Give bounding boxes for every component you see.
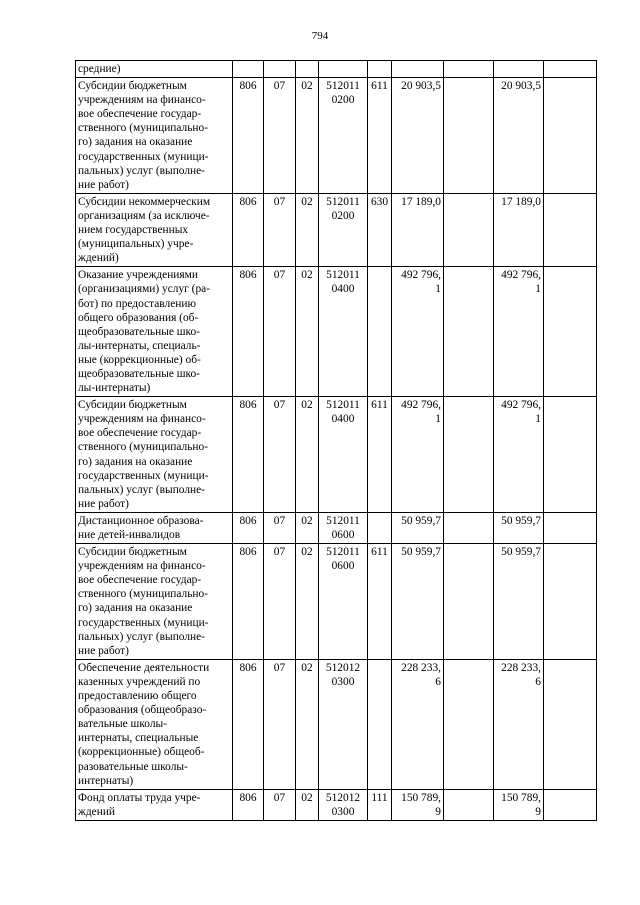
item-name-cell-line: ние работ) (78, 178, 129, 191)
amount-cell-3 (494, 193, 544, 266)
item-name-cell (76, 512, 233, 543)
amount-cell-3-line: 17 189,0 (501, 195, 541, 208)
section-code-cell: 07 (264, 544, 296, 660)
amount-cell-3-line: 50 959,7 (501, 546, 541, 559)
amount-cell-1 (392, 267, 444, 397)
amount-cell-3-line: 6 (535, 675, 541, 688)
item-name-cell-line: общего образования (об- (78, 311, 199, 324)
amount-cell-3-line: 492 796, (501, 399, 541, 412)
amount-cell-3-line: 228 233, (501, 661, 541, 674)
target-article-cell (319, 789, 368, 820)
amount-cell-3-line: 1 (535, 413, 541, 426)
amount-cell-2 (444, 789, 494, 820)
item-name-cell-line: ные (коррекционные) об- (78, 353, 201, 366)
item-name-cell-line: (муниципальных) учре- (78, 238, 194, 251)
item-name-cell-line: щеобразовательные шко- (78, 325, 200, 338)
target-article-cell-line: 0300 (331, 675, 355, 688)
item-name-cell-line: ждений (78, 805, 116, 818)
item-name-cell-line: щеобразовательные шко- (78, 367, 200, 380)
item-name-cell (76, 61, 233, 78)
section-code-cell: 07 (264, 789, 296, 820)
target-article-cell-line: 512011 (326, 399, 360, 412)
ved-code-cell: 806 (233, 512, 264, 543)
target-article-cell (319, 512, 368, 543)
expense-type-cell (368, 61, 392, 78)
item-name-cell-line: ние детей-инвалидов (78, 529, 181, 541)
section-code-cell: 07 (264, 512, 296, 543)
item-name-cell-line: лы-интернаты) (78, 382, 151, 395)
target-article-cell (319, 267, 368, 397)
item-name-cell-line: ние работ) (78, 497, 129, 510)
target-article-cell (319, 397, 368, 513)
amount-cell-3-line: 492 796, (501, 269, 541, 282)
amount-cell-3 (494, 512, 544, 543)
target-article-cell-line: 512011 (326, 269, 360, 282)
section-code-cell: 07 (264, 78, 296, 194)
ved-code-cell: 806 (233, 78, 264, 194)
amount-cell-2 (444, 78, 494, 194)
expense-type-cell (368, 267, 392, 397)
section-code-cell: 07 (264, 397, 296, 513)
amount-cell-4 (544, 512, 597, 543)
item-name-cell (76, 397, 233, 513)
table-row (76, 544, 597, 660)
expense-type-cell: 611 (368, 78, 392, 194)
item-name-cell-line: государственных (муници- (78, 150, 209, 163)
item-name-cell-line: пальных) услуг (выполне- (78, 630, 205, 643)
expense-type-cell (368, 659, 392, 789)
item-name-cell (76, 789, 233, 820)
amount-cell-1 (392, 659, 444, 789)
amount-cell-3-line: 50 959,7 (501, 514, 541, 527)
amount-cell-3 (494, 789, 544, 820)
amount-cell-1 (392, 789, 444, 820)
amount-cell-3 (494, 61, 544, 78)
item-name-cell-line: Фонд оплаты труда учре- (78, 791, 201, 804)
item-name-cell-line: нием государственных (78, 224, 189, 237)
table-row (76, 789, 597, 820)
amount-cell-1-line: 20 903,5 (401, 80, 441, 93)
amount-cell-2 (444, 544, 494, 660)
expense-type-cell: 630 (368, 193, 392, 266)
target-article-cell-line: 0300 (331, 805, 355, 818)
subsection-code-cell: 02 (296, 78, 319, 194)
amount-cell-3 (494, 544, 544, 660)
item-name-cell-line: Оказание учреждениями (78, 269, 198, 282)
section-code-cell (264, 61, 296, 78)
target-article-cell (319, 78, 368, 194)
item-name-cell (76, 193, 233, 266)
item-name-cell (76, 78, 233, 194)
subsection-code-cell: 02 (296, 193, 319, 266)
amount-cell-4 (544, 193, 597, 266)
table-row (76, 512, 597, 543)
item-name-cell-line: ственного (муниципально- (78, 122, 209, 135)
ved-code-cell: 806 (233, 789, 264, 820)
item-name-cell-line: бот) по предоставлению (78, 297, 196, 310)
item-name-cell-line: пальных) услуг (выполне- (78, 164, 205, 177)
item-name-cell-line: Субсидии бюджетным (78, 80, 187, 93)
target-article-cell-line: 512011 (326, 546, 360, 559)
ved-code-cell: 806 (233, 397, 264, 513)
target-article-cell-line: 0400 (331, 413, 355, 426)
item-name-cell-line: учреждениям на финансо- (78, 413, 206, 426)
amount-cell-1 (392, 78, 444, 194)
amount-cell-1-line: 492 796, (401, 269, 441, 282)
amount-cell-1-line: 1 (435, 413, 441, 426)
item-name-cell (76, 544, 233, 660)
amount-cell-2 (444, 61, 494, 78)
item-name-cell-line: средние) (78, 63, 121, 75)
item-name-cell-line: вательные школы- (78, 718, 167, 731)
table-body (76, 61, 597, 821)
amount-cell-2 (444, 267, 494, 397)
item-name-cell-line: ждений) (78, 252, 119, 265)
subsection-code-cell: 02 (296, 789, 319, 820)
amount-cell-3-line: 9 (535, 805, 541, 818)
target-article-cell-line: 512012 (325, 661, 361, 674)
item-name-cell-line: ственного (муниципально- (78, 588, 209, 601)
amount-cell-4 (544, 544, 597, 660)
target-article-cell-line: 0200 (331, 209, 355, 222)
amount-cell-1-line: 228 233, (401, 661, 441, 674)
item-name-cell-line: ственного (муниципально- (78, 441, 209, 454)
amount-cell-1-line: 50 959,7 (401, 514, 441, 527)
item-name-cell-line: ние работ) (78, 644, 129, 657)
amount-cell-4 (544, 267, 597, 397)
target-article-cell-line: 0200 (331, 94, 355, 107)
amount-cell-1 (392, 61, 444, 78)
item-name-cell-line: вое обеспечение государ- (78, 427, 202, 440)
item-name-cell-line: вое обеспечение государ- (78, 108, 202, 121)
item-name-cell-line: Обеспечение деятельности (78, 661, 210, 674)
subsection-code-cell: 02 (296, 397, 319, 513)
amount-cell-3-line: 1 (535, 283, 541, 296)
subsection-code-cell: 02 (296, 659, 319, 789)
table-row (76, 193, 597, 266)
amount-cell-1-line: 6 (435, 675, 441, 688)
item-name-cell-line: (коррекционные) общеоб- (78, 746, 205, 759)
item-name-cell-line: государственных (муници- (78, 469, 209, 482)
item-name-cell-line: пальных) услуг (выполне- (78, 483, 205, 496)
target-article-cell (319, 193, 368, 266)
target-article-cell-line: 512011 (326, 514, 360, 527)
item-name-cell-line: лы-интернаты, специаль- (78, 339, 201, 352)
target-article-cell-line: 0400 (331, 283, 355, 296)
subsection-code-cell (296, 61, 319, 78)
section-code-cell: 07 (264, 193, 296, 266)
item-name-cell-line: Субсидии бюджетным (78, 399, 187, 412)
amount-cell-1-line: 9 (435, 805, 441, 818)
amount-cell-1-line: 492 796, (401, 399, 441, 412)
target-article-cell (319, 544, 368, 660)
item-name-cell-line: (организациями) услуг (ра- (78, 283, 211, 296)
amount-cell-1 (392, 512, 444, 543)
subsection-code-cell: 02 (296, 544, 319, 660)
amount-cell-4 (544, 659, 597, 789)
target-article-cell-line: 512011 (326, 80, 360, 93)
item-name-cell-line: Субсидии некоммерческим (78, 195, 211, 208)
amount-cell-3 (494, 659, 544, 789)
item-name-cell-line: го) задания на оказание (78, 455, 193, 468)
amount-cell-3 (494, 397, 544, 513)
amount-cell-4 (544, 61, 597, 78)
section-code-cell: 07 (264, 659, 296, 789)
amount-cell-2 (444, 512, 494, 543)
target-article-cell (319, 61, 368, 78)
item-name-cell-line: предоставлению общего (78, 690, 197, 703)
item-name-cell-line: интернаты, специальные (78, 732, 199, 745)
amount-cell-2 (444, 397, 494, 513)
amount-cell-3 (494, 78, 544, 194)
amount-cell-3-line: 150 789, (501, 791, 541, 804)
amount-cell-4 (544, 789, 597, 820)
table-row (76, 78, 597, 194)
table-row (76, 397, 597, 513)
expense-type-cell (368, 512, 392, 543)
amount-cell-1-line: 150 789, (401, 791, 441, 804)
item-name-cell (76, 659, 233, 789)
amount-cell-2 (444, 659, 494, 789)
page-number: 794 (311, 30, 329, 42)
budget-table (75, 60, 597, 821)
ved-code-cell: 806 (233, 267, 264, 397)
item-name-cell-line: интернаты) (78, 774, 134, 787)
expense-type-cell: 111 (368, 789, 392, 820)
amount-cell-1 (392, 193, 444, 266)
item-name-cell-line: образования (общеобразо- (78, 704, 207, 717)
target-article-cell-line: 0600 (331, 560, 355, 573)
expense-type-cell: 611 (368, 397, 392, 513)
amount-cell-1 (392, 397, 444, 513)
amount-cell-2 (444, 193, 494, 266)
ved-code-cell (233, 61, 264, 78)
expense-type-cell: 611 (368, 544, 392, 660)
amount-cell-3-line: 20 903,5 (501, 80, 541, 93)
item-name-cell-line: Дистанционное образова- (78, 514, 204, 527)
amount-cell-4 (544, 397, 597, 513)
section-code-cell: 07 (264, 267, 296, 397)
ved-code-cell: 806 (233, 544, 264, 660)
amount-cell-1 (392, 544, 444, 660)
item-name-cell-line: государственных (муници- (78, 616, 209, 629)
item-name-cell-line: учреждениям на финансо- (78, 94, 206, 107)
amount-cell-4 (544, 78, 597, 194)
item-name-cell-line: вое обеспечение государ- (78, 574, 202, 587)
amount-cell-1-line: 17 189,0 (401, 195, 441, 208)
item-name-cell-line: го) задания на оказание (78, 602, 193, 615)
table-row (76, 61, 597, 78)
target-article-cell-line: 0600 (331, 529, 355, 541)
target-article-cell (319, 659, 368, 789)
amount-cell-3 (494, 267, 544, 397)
target-article-cell-line: 512011 (326, 195, 360, 208)
item-name-cell-line: учреждениям на финансо- (78, 560, 206, 573)
subsection-code-cell: 02 (296, 267, 319, 397)
item-name-cell-line: Субсидии бюджетным (78, 546, 187, 559)
item-name-cell-line: го) задания на оказание (78, 136, 193, 149)
ved-code-cell: 806 (233, 193, 264, 266)
table-row (76, 659, 597, 789)
ved-code-cell: 806 (233, 659, 264, 789)
subsection-code-cell: 02 (296, 512, 319, 543)
item-name-cell (76, 267, 233, 397)
item-name-cell-line: разовательные школы- (78, 760, 188, 773)
amount-cell-1-line: 50 959,7 (401, 546, 441, 559)
item-name-cell-line: казенных учреждений по (78, 675, 201, 688)
item-name-cell-line: организациям (за исключе- (78, 209, 210, 222)
amount-cell-1-line: 1 (435, 283, 441, 296)
target-article-cell-line: 512012 (325, 791, 361, 804)
table-row (76, 267, 597, 397)
